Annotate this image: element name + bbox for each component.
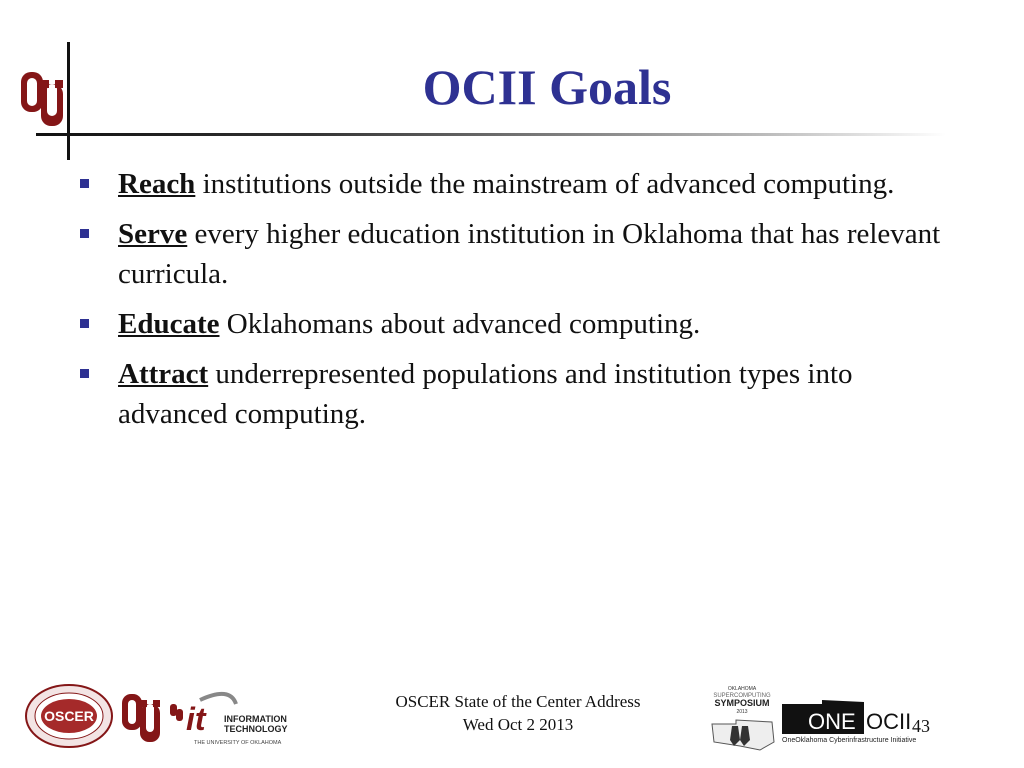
bullet-list bbox=[78, 164, 948, 444]
bullet-keyword: Serve bbox=[118, 218, 188, 250]
svg-text:OCII: OCII bbox=[866, 709, 912, 734]
oscer-logo-text: OSCER bbox=[44, 708, 94, 724]
footer-line-1: OSCER State of the Center Address bbox=[395, 692, 641, 711]
bullet-text: underrepresented populations and institution types into advanced computing. bbox=[118, 358, 853, 430]
svg-text:it: it bbox=[186, 701, 206, 737]
bullet-keyword: Educate bbox=[118, 308, 220, 340]
information-technology-logo bbox=[170, 690, 288, 748]
svg-text:ONE: ONE bbox=[808, 709, 856, 734]
bullet-square-icon bbox=[80, 229, 89, 238]
bullet-text: every higher education institution in Oklahoma that has relevant curricula. bbox=[118, 218, 941, 290]
ou-logo bbox=[18, 68, 66, 130]
svg-text:SYMPOSIUM: SYMPOSIUM bbox=[714, 698, 770, 708]
svg-text:SUPERCOMPUTING: SUPERCOMPUTING bbox=[713, 693, 771, 699]
bullet-text: Oklahomans about advanced computing. bbox=[219, 308, 701, 340]
bullet-square-icon bbox=[80, 319, 89, 328]
footer-caption bbox=[330, 690, 706, 736]
svg-text:TECHNOLOGY: TECHNOLOGY bbox=[224, 724, 288, 734]
bullet-item bbox=[78, 164, 948, 204]
svg-text:THE UNIVERSITY OF OKLAHOMA: THE UNIVERSITY OF OKLAHOMA bbox=[194, 740, 282, 746]
svg-text:INFORMATION: INFORMATION bbox=[224, 714, 287, 724]
bullet-item bbox=[78, 304, 948, 344]
bullet-item bbox=[78, 214, 948, 294]
bullet-square-icon bbox=[80, 179, 89, 188]
bullet-keyword: Reach bbox=[118, 168, 196, 200]
svg-text:OKLAHOMA: OKLAHOMA bbox=[727, 686, 757, 692]
oscer-logo bbox=[24, 683, 114, 749]
bullet-text: institutions outside the mainstream of advanced computing. bbox=[195, 168, 895, 200]
ocii-subtitle: OneOklahoma Cyberinfrastructure Initiative bbox=[782, 737, 917, 744]
svg-text:2013: 2013 bbox=[736, 709, 748, 715]
bullet-square-icon bbox=[80, 369, 89, 378]
supercomputing-symposium-logo bbox=[706, 682, 778, 756]
header-horizontal-rule bbox=[36, 133, 946, 136]
ou-small-logo bbox=[120, 690, 162, 746]
page-number: 43 bbox=[912, 716, 930, 736]
bullet-keyword: Attract bbox=[118, 358, 209, 390]
footer-line-2: Wed Oct 2 2013 bbox=[462, 715, 574, 734]
slide-title: OCII Goals bbox=[422, 59, 672, 115]
bullet-item bbox=[78, 354, 948, 434]
